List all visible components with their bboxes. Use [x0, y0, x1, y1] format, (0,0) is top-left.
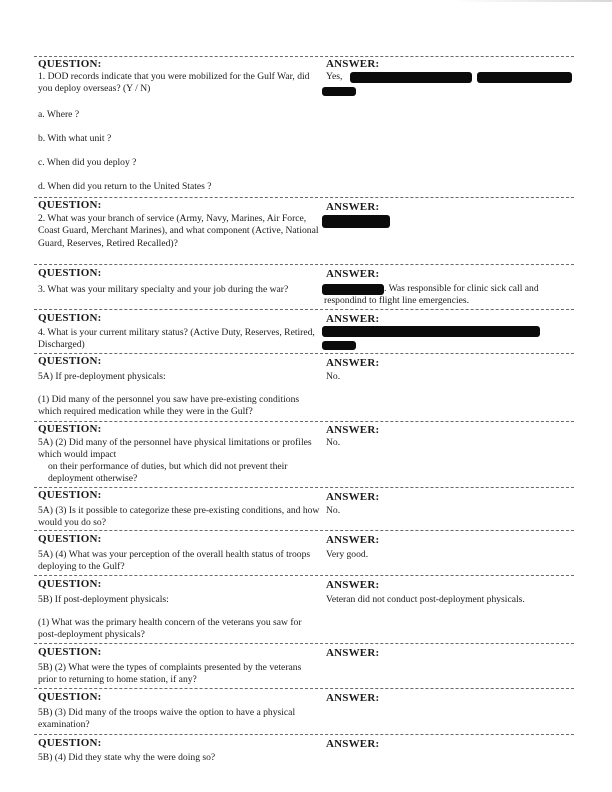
answer-5a-text: No.: [326, 371, 341, 382]
divider: [34, 353, 574, 354]
divider: [34, 575, 574, 576]
divider: [34, 56, 574, 57]
scan-edge: [452, 0, 612, 2]
divider: [34, 421, 574, 422]
divider: [34, 734, 574, 735]
sub-item-c: c. When did you deploy ?: [38, 157, 137, 168]
question-label: QUESTION:: [38, 578, 102, 590]
answer-label: ANSWER:: [326, 579, 380, 591]
question-label: QUESTION:: [38, 58, 102, 70]
question-label: QUESTION:: [38, 737, 102, 749]
answer-5a3-text: No.: [326, 505, 341, 516]
question-5b-text: 5B) If post-deployment physicals:: [38, 594, 169, 605]
answer-label: ANSWER:: [326, 534, 380, 546]
answer-5b-text: Veteran did not conduct post-deployment physicals.: [326, 594, 525, 605]
redaction-bar: [322, 215, 390, 228]
question-5a-text: 5A) If pre-deployment physicals:: [38, 371, 166, 382]
question-5a3-text: 5A) (3) Is it possible to categorize these pre-existing conditions, and how would you do so?: [38, 505, 320, 529]
question-5a2-cont: on their performance of duties, but which did not prevent their deployment otherwise?: [48, 461, 288, 485]
question-3-text: 3. What was your military specialty and your job during the war?: [38, 284, 289, 295]
question-5b4-text: 5B) (4) Did they state why the were doing so?: [38, 752, 216, 763]
question-label: QUESTION:: [38, 489, 102, 501]
divider: [34, 487, 574, 488]
answer-label: ANSWER:: [326, 692, 380, 704]
question-4-text: 4. What is your current military status? (Active Duty, Reserves, Retired, Discharged): [38, 327, 315, 351]
question-5a2-text: 5A) (2) Did many of the personnel have physical limitations or profiles which would impact: [38, 437, 312, 461]
answer-1-prefix: Yes,: [326, 71, 343, 82]
question-5b2-text: 5B) (2) What were the types of complaints presented by the veterans prior to returning to home station, if any?: [38, 662, 302, 686]
divider: [34, 197, 574, 198]
question-label: QUESTION:: [38, 312, 102, 324]
question-label: QUESTION:: [38, 355, 102, 367]
redaction-bar: [477, 72, 572, 83]
question-label: QUESTION:: [38, 646, 102, 658]
question-label: QUESTION:: [38, 199, 102, 211]
divider: [34, 643, 574, 644]
question-5b3-text: 5B) (3) Did many of the troops waive the option to have a physical examination?: [38, 707, 296, 731]
redaction-bar: [322, 87, 356, 96]
question-label: QUESTION:: [38, 691, 102, 703]
sub-item-d: d. When did you return to the United States ?: [38, 181, 212, 192]
redaction-bar: [350, 72, 472, 83]
question-2-text: 2. What was your branch of service (Army, Navy, Marines, Air Force, Coast Guard, Merchant Marines), and what component (Active, National Guard, Reserves, Retired Recalled)?: [38, 213, 319, 249]
divider: [34, 688, 574, 689]
sub-item-a: a. Where ?: [38, 109, 80, 120]
answer-5a4-text: Very good.: [326, 549, 369, 560]
answer-label: ANSWER:: [326, 647, 380, 659]
sub-item-b: b. With what unit ?: [38, 133, 112, 144]
answer-label: ANSWER:: [326, 268, 380, 280]
answer-label: ANSWER:: [326, 424, 380, 436]
divider: [34, 264, 574, 265]
redaction-bar: [322, 326, 540, 337]
answer-label: ANSWER:: [326, 313, 380, 325]
redaction-bar: [322, 341, 356, 350]
question-5b1-text: (1) What was the primary health concern of the veterans you saw for post-deployment physicals?: [38, 617, 302, 641]
divider: [34, 309, 574, 310]
answer-label: ANSWER:: [326, 738, 380, 750]
question-5a1-text: (1) Did many of the personnel you saw have pre-existing conditions which required medication while they were in the Gulf?: [38, 394, 300, 418]
divider: [34, 530, 574, 531]
answer-3-text: . Was responsible for clinic sick call and respondind to flight line emergencies.: [324, 283, 539, 307]
answer-label: ANSWER:: [326, 357, 380, 369]
answer-5a2-text: No.: [326, 437, 341, 448]
question-label: QUESTION:: [38, 267, 102, 279]
answer-label: ANSWER:: [326, 491, 380, 503]
question-5a4-text: 5A) (4) What was your perception of the overall health status of troops deploying to the Gulf?: [38, 549, 311, 573]
question-label: QUESTION:: [38, 423, 102, 435]
question-label: QUESTION:: [38, 533, 102, 545]
answer-label: ANSWER:: [326, 58, 380, 70]
question-1-text: 1. DOD records indicate that you were mobilized for the Gulf War, did you deploy overseas? (Y / N): [38, 71, 310, 95]
answer-label: ANSWER:: [326, 201, 380, 213]
